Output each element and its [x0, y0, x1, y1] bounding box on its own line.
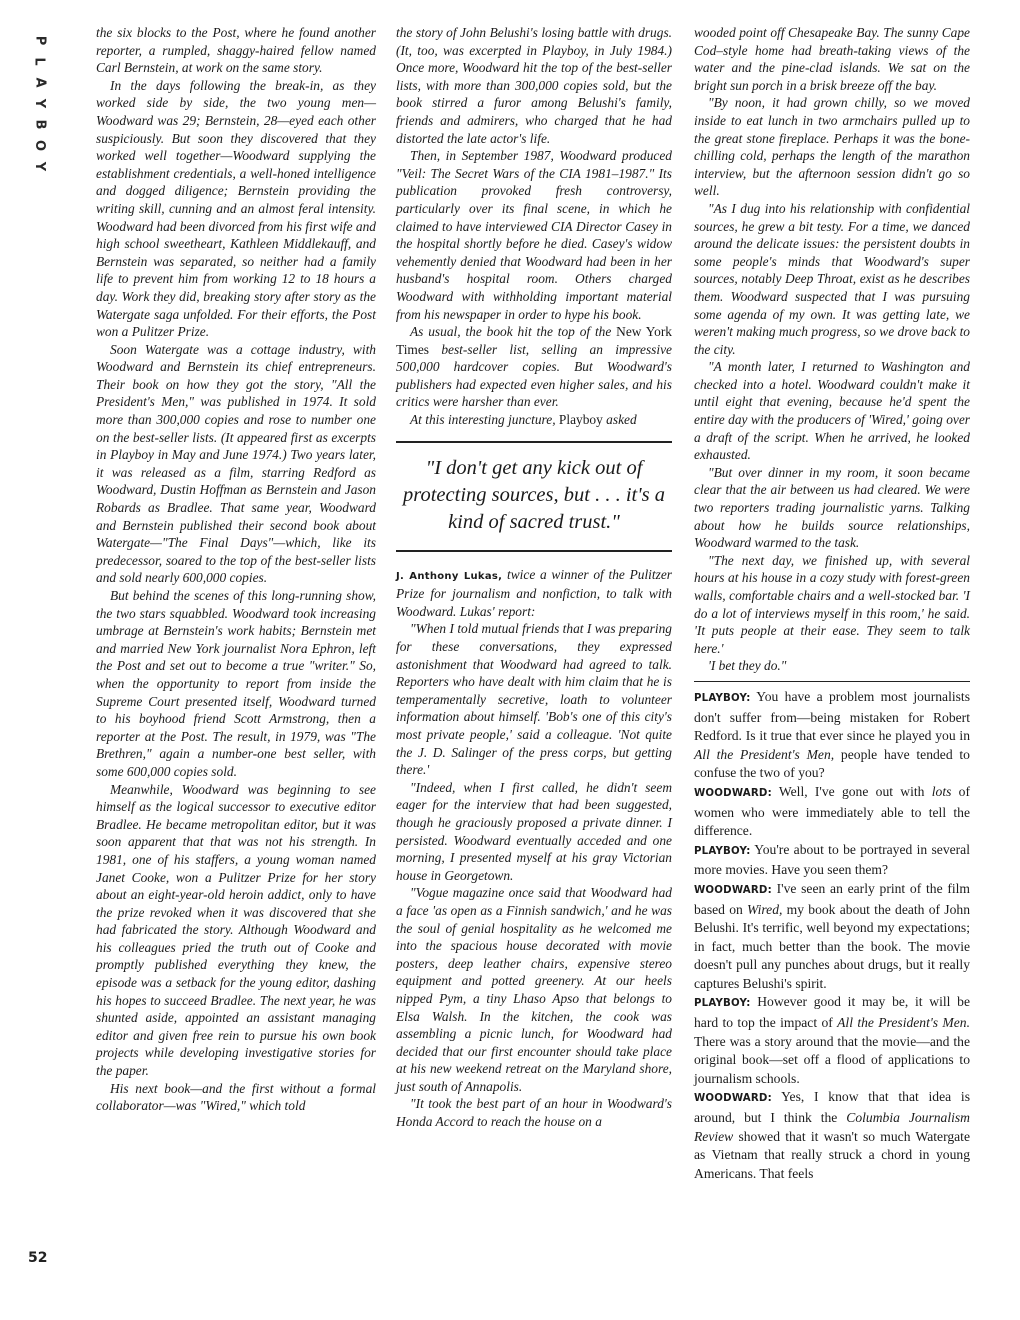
paragraph: the story of John Belushi's losing battle with drugs. (It, too, was excerpted in Playboy, in July 1984.) Once more, Woodward hit the top of the best-seller lists, with more than 300,000 copies sold, but the book stirred a furor among Belushi's family, friends and admirers, who charged that he had distorted the late actor's life. — [396, 25, 672, 146]
byline-name: J. Anthony Lukas, — [396, 570, 503, 582]
text-run: of women who were immediately able to tell the difference. — [694, 783, 970, 839]
publication-name: Playboy — [558, 412, 603, 428]
text-run: However good it may be, it will be hard to top the impact of — [694, 994, 970, 1031]
qa-entry — [694, 841, 970, 880]
speaker-label: WOODWARD: — [694, 787, 772, 799]
masthead-letter: B — [32, 119, 48, 130]
text-run: my book about the death of John Belushi. It's terrific, well beyond my expectations; in fact, much better than the book. The movie doesn't pull any punches about drugs, but it really captures Belushi's spirit. — [694, 901, 970, 991]
interview-qa — [694, 688, 970, 1183]
text-run: people have tended to confuse the two of you? — [694, 746, 970, 781]
paragraph: But behind the scenes of this long-running show, the two stars squabbled. Woodward took increasing umbrage at Bernstein's work habits; Bernstein met and married New York journalist Nora Ephron, left the Post and set out to become a true "writer." So, when the opportunity to report from inside the Supreme Court presented itself, Woodward turned to his boyhood friend Scott Armstrong, then a reporter at the Post. The result, in 1979, was "The Brethren," again a number-one best seller, with some 600,000 copies sold. — [96, 588, 376, 779]
text-run: twice a winner of the Pulitzer Prize for journalism and nonfiction, to talk with Woodward. Lukas' report: — [396, 566, 672, 619]
publication-name: New York Times — [396, 324, 672, 357]
paragraph: Then, in September 1987, Woodward produced "Veil: The Secret Wars of the CIA 1981–1987." Its publication provoked fresh controversy, particularly over its final scene, in which he claimed to have interviewed CIA Director Casey in the hospital shortly before he died. Casey's widow vehemently denied that Woodward had been in her husband's hospital room. Others charged Woodward with withholding important material from his newspaper in order to hype his book. — [396, 148, 672, 322]
text-run: Yes, I know that that idea is around, but I think the — [694, 1089, 970, 1126]
speaker-label: WOODWARD: — [694, 1093, 772, 1105]
paragraph: "Indeed, when I first called, he didn't seem eager for the interview that had been suggested, though he graciously proposed a private dinner. I persisted. Woodward eventually acceded and one morning, I presented myself at his gray Victorian house in Georgetown. — [396, 779, 672, 883]
paragraph: Meanwhile, Woodward was beginning to see himself as the logical successor to executive editor Bradlee. He became metropolitan editor, but it was soon apparent that that was not his strength. In 1981, one of his staffers, a young woman named Janet Cooke, won a Pulitzer Prize for her story about an eight-year-old heroin addict, only to have the prize revoked when it was discovered that she had fabricated the story. Although Woodward and his colleagues pried the truth out of Cooke and promptly published everything they knew, the episode was a setback for the young editor, dashing his hopes to succeed Bradlee. The next year, he was shunted aside, appointed an assistant managing editor and given free rein to pursue his own book projects while developing investigative stories for the paper. — [96, 781, 376, 1079]
text-run: As usual, the book hit the top of the — [410, 324, 617, 340]
speaker-label: PLAYBOY: — [694, 845, 751, 857]
magazine-masthead-vertical — [32, 30, 48, 177]
text-run: asked — [602, 412, 637, 428]
title-run: All the President's Men. — [837, 1015, 970, 1031]
byline-paragraph — [396, 566, 672, 621]
masthead-letter: A — [32, 77, 48, 88]
text-run: You have a problem most journalists don't suffer from—being mistaken for Robert Redford. Is it true that ever since he played you in — [694, 688, 970, 744]
paragraph: "By noon, it had grown chilly, so we moved inside to eat lunch in two armchairs pulled up to the great stone fireplace. Perhaps it was the bone-chilling cold, perhaps the length of the marathon interview, but the afternoon session didn't go so well. — [694, 95, 970, 199]
paragraph: "The next day, we finished up, with several hours at his house in a cozy study with forest-green walls, comfortable chairs and a well-stocked bar. 'I do a lot of interviews myself in this room,' he said. 'It puts people at their ease. They seem to talk here.' — [694, 552, 970, 656]
paragraph: His next book—and the first without a formal collaborator—was "Wired," which told — [96, 1080, 376, 1114]
paragraph: Soon Watergate was a cottage industry, with Woodward and Bernstein its chief entrepreneurs. Their book on how they got the story, "All the President's Men," was published in 1974. It sold more than 300,000 copies and rose to number one on the best-seller lists. (It appeared first as excerpts in Playboy in May and June 1974.) Two years later, it was released as a film, starring Redford as Woodward, Dustin Hoffman as Bernstein and Jason Robards as Bradlee. That same year, Woodward and Bernstein published their second book about Watergate—"The Final Days"—which, like its predecessor, soared to the top of the best-seller lists and sold nearly 600,000 copies. — [96, 341, 376, 586]
qa-entry — [694, 880, 970, 994]
masthead-letter: L — [32, 57, 48, 66]
article-column-3 — [694, 24, 970, 1183]
article-column-1 — [96, 24, 376, 1115]
paragraph: "As I dug into his relationship with confidential sources, he grew a bit testy. For a time, we danced around the delicate issues: the persistent doubts in some people's minds that Woodward's super sources, notably Deep Throat, exist as he describes them. Woodward suspected that I was pursuing some agenda of my own. It was getting late, we weren't making much progress, so we drove back to the city. — [694, 200, 970, 357]
text-run: best-seller list, selling an impressive 500,000 hardcover copies. But Woodward's publishers had expected even higher sales, and his critics were harsher than ever. — [396, 341, 672, 410]
paragraph: "It took the best part of an hour in Woodward's Honda Accord to reach the house on a — [396, 1096, 672, 1130]
speaker-label: WOODWARD: — [694, 884, 772, 896]
title-run: Columbia Journalism Review — [694, 1110, 970, 1144]
title-run: Wired, — [747, 901, 783, 917]
title-run: All the President's Men, — [694, 746, 835, 762]
qa-entry — [694, 783, 970, 841]
article-column-2 — [396, 24, 672, 1131]
qa-entry — [694, 993, 970, 1088]
masthead-letter: P — [32, 35, 48, 46]
text-run: At this interesting juncture, — [410, 412, 559, 428]
title-run: lots — [931, 783, 952, 799]
masthead-letter: Y — [32, 161, 48, 172]
page-number: 52 — [28, 1250, 48, 1266]
paragraph: "But over dinner in my room, it soon became clear that the air between us had cleared. We were two reporters trading journalistic yarns. Talking about how he builds source relationships, Woodward warmed to the task. — [694, 464, 970, 551]
paragraph — [396, 411, 672, 429]
qa-entry — [694, 1088, 970, 1183]
speaker-label: PLAYBOY: — [694, 692, 751, 704]
paragraph: "A month later, I returned to Washington and checked into a hotel. Woodward couldn't make it until eight that evening, because he'd spent the entire day with the producers of 'Wired,' going over a draft of the script. When he arrived, he looked exhausted. — [694, 359, 970, 463]
paragraph: 'I bet they do." — [708, 658, 787, 674]
paragraph: wooded point off Chesapeake Bay. The sunny Cape Cod–style home had breath-taking views of the water and the pine-clad islands. We sat on the bright sun porch in a brisk breeze off the bay. — [694, 25, 970, 93]
paragraph: the six blocks to the Post, where he found another reporter, a rumpled, shaggy-haired fellow named Carl Bernstein, at work on the same story. — [96, 25, 376, 76]
pull-quote: "I don't get any kick out of protecting sources, but . . . it's a kind of sacred trust." — [396, 441, 672, 552]
masthead-letter: O — [32, 139, 48, 152]
text-run: Well, I've gone out with — [771, 783, 932, 799]
text-run: You're about to be portrayed in several more movies. Have you seen them? — [694, 841, 970, 878]
section-divider — [694, 681, 970, 682]
qa-entry — [694, 688, 970, 783]
masthead-letter: Y — [32, 98, 48, 109]
speaker-label: PLAYBOY: — [694, 998, 751, 1010]
paragraph: "When I told mutual friends that I was preparing for these conversations, they expressed astonishment that Woodward had agreed to talk. Reporters who have dealt with him claim that he is temperamentally secretive, loath to volunteer information about himself. 'Bob's one of this city's most private people,' said a colleague. 'Not quite the J. D. Salinger of the press corps, but getting there.' — [396, 621, 672, 778]
paragraph: "Vogue magazine once said that Woodward had a face 'as open as a Finnish sandwich,' and he was the soul of genial hospitality as he welcomed me into the spacious house decorated with movie posters, deep leather chairs, expensive stereo equipment and potted greenery. At our heels nipped Pym, a tiny Lhaso Apso that belongs to Elsa Walsh. In the kitchen, the cook was assembling a picnic lunch, for Woodward had decided that our first encounter should take place at his new weekend retreat on the Maryland shore, just south of Annapolis. — [396, 885, 672, 1094]
text-run: I've seen an early print of the film based on — [694, 880, 970, 917]
text-run: There was a story around that the movie—and the original book—set off a flood of applications to journalism schools. — [694, 1033, 970, 1086]
text-run: showed that it wasn't so much Watergate as Vietnam that really struck a chord in young Americans. That feels — [694, 1128, 970, 1181]
paragraph: In the days following the break-in, as they worked side by side, the two young men—Woodward was 29; Bernstein, 28—eyed each other suspiciously. But soon they discovered that they worked well together—Woodward supplying the establishment credentials, a well-honed intelligence and dogged diligence; Bernstein providing the writing skill, cunning and an almost feral intensity. Woodward had been divorced from his first wife and high school sweetheart, Kathleen Middlekauff, and Bernstein was separated, so neither had a family life to prevent him from working 12 to 18 hours a day. Work they did, breaking story after story as the Watergate saga unfolded. For their efforts, the Post won a Pulitzer Prize. — [96, 77, 376, 340]
paragraph — [396, 323, 672, 411]
